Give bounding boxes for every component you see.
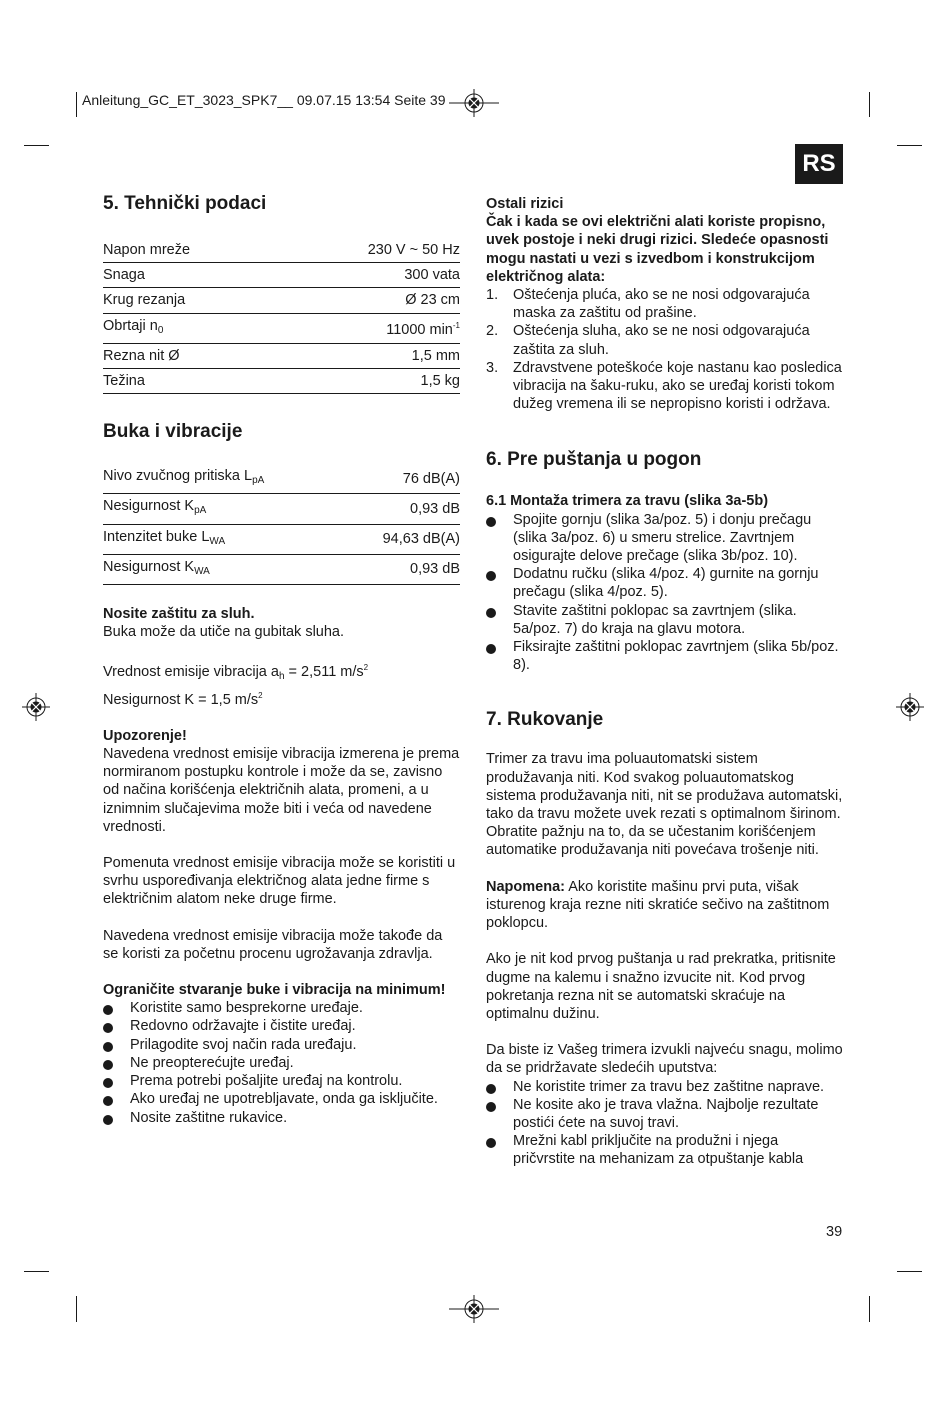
bullet-icon (486, 1138, 496, 1148)
print-header: Anleitung_GC_ET_3023_SPK7__ 09.07.15 13:54 Seite 39 (82, 92, 446, 108)
uncertainty-line: Nesigurnost K = 1,5 $m/s^2$ (103, 690, 263, 708)
crop-mark (24, 145, 49, 146)
warning-paragraph: Navedena vrednost emisije vibracija može takođe da se koristi za početnu procenu ugrožavanja zdravlja. (103, 927, 443, 962)
protection-heading: Nosite zaštitu za sluh. (103, 606, 255, 623)
bullet-icon (486, 608, 496, 618)
bullet-icon (486, 1102, 496, 1112)
spec-label: Rezna nit Ø (103, 343, 276, 368)
spec-value: 300 vata (276, 263, 460, 288)
registration-mark-icon (22, 693, 50, 721)
registration-mark-icon (896, 693, 924, 721)
operation-note: Napomena: Ako koristite mašinu prvi puta, višak isturenog kraja rezne niti skratiće sečivo na zaštitnom poklopcu. (486, 878, 830, 932)
limit-heading: Ograničite stvaranje buke i vibracija na minimum! (103, 982, 446, 999)
table-row (103, 288, 460, 313)
list-item: Stavite zaštitni poklopac sa zavrtnjem (slika. 5a/poz. 7) do kraja na glavu motora. (486, 602, 843, 638)
operation-paragraph: Ako je nit kod prvog puštanja u rad prekratka, pritisnite dugme na kalemu i snažno izvucite nit. Kod prvog pokretanja rezna nit se automatski skraćuje na optimalnu dužinu. (486, 951, 836, 1022)
spec-value: Ø 23 cm (276, 288, 460, 313)
list-item: 3. Zdravstvene poteškoće koje nastanu kao posledica vibracija na šaku-ruku, ako se uređaj koristi tokom dužeg vremena ili se nepropisno koristi i održava. (486, 359, 842, 413)
spec-value: 94,63 dB(A) (344, 524, 460, 554)
bullet-icon (103, 1023, 113, 1033)
table-row (103, 524, 460, 554)
right-column (486, 195, 843, 1169)
list-item: Ne kosite ako je trava vlažna. Najbolje rezultate postići ćete na suvoj travi. (486, 1096, 843, 1132)
spec-label: Napon mreže (103, 238, 276, 263)
spec-value: 1,5 mm (276, 343, 460, 368)
spec-value: 230 V ~ 50 Hz (276, 238, 460, 263)
list-item: Nosite zaštitne rukavice. (103, 1109, 460, 1127)
page-number: 39 (826, 1224, 843, 1240)
spec-label: Snaga (103, 263, 276, 288)
table-row (103, 494, 460, 524)
bullet-icon (103, 1005, 113, 1015)
spec-value: 76 dB(A) (344, 464, 460, 494)
list-item: Prilagodite svoj način rada uređaju. (103, 1036, 460, 1054)
table-row (103, 238, 460, 263)
crop-mark (869, 1296, 870, 1322)
assembly-heading: 6.1 Montaža trimera za travu (slika 3a-5b) (486, 493, 769, 510)
spec-label: Krug rezanja (103, 288, 276, 313)
technical-data-title: 5. Tehnički podaci (103, 193, 267, 214)
warning-paragraph: Pomenuta vrednost emisije vibracija može se koristiti u svrhu uspoređivanja električnog alata jedne firme s električnim alatom neke druge firme. (103, 855, 456, 908)
spec-label: Težina (103, 369, 276, 394)
table-row (103, 343, 460, 368)
warning-heading: Upozorenje! (103, 727, 187, 744)
bullet-icon (103, 1096, 113, 1106)
limit-list (103, 999, 460, 1126)
bullet-icon (103, 1060, 113, 1070)
spec-label: Nesigurnost $K_{pA}$ (103, 494, 344, 524)
crop-mark (897, 1271, 922, 1272)
list-item: Koristite samo besprekorne uređaje. (103, 999, 460, 1017)
crop-mark (897, 145, 922, 146)
spec-label: Nesigurnost $K_{WA}$ (103, 554, 344, 584)
spec-label: Intenzitet buke $L_{WA}$ (103, 524, 344, 554)
assembly-list (486, 511, 843, 675)
technical-data-table (103, 238, 460, 394)
operation-paragraph: Da biste iz Vašeg trimera izvukli najveću snagu, molimo da se pridržavate sledećih uputstva: (486, 1042, 843, 1077)
table-row (103, 263, 460, 288)
list-item: Redovno održavajte i čistite uređaj. (103, 1017, 460, 1035)
list-item: Fiksirajte zaštitni poklopac zavrtnjem (slika 5b/poz. 8). (486, 638, 843, 674)
operation-paragraph: Trimer za travu ima poluautomatski sistem produžavanja niti. Kod svakog poluautomatskog sistema produžavanja niti, nit se produžava automatski, tako da travu možete uvek rezati s optimalnom širinom. Obratite pažnju na to, da se učestanim korišćenjem automatike produžavanja niti povećava trošenje niti. (486, 751, 843, 859)
table-row (103, 369, 460, 394)
list-item: Ne koristite trimer za travu bez zaštitne naprave. (486, 1078, 843, 1096)
registration-mark-icon (449, 1295, 499, 1323)
spec-value: 1,5 kg (276, 369, 460, 394)
bullet-icon (486, 517, 496, 527)
warning-paragraph: Navedena vrednost emisije vibracija izmerena je prema normiranom postupku kontrole i može da se, zavisno od načina korišćenja električnih alata, promeni, a u iznimnim slučajevima može biti i veća od navedene vrednosti. (103, 746, 460, 835)
crop-mark (76, 1296, 77, 1322)
language-badge: RS (795, 144, 843, 184)
bullet-icon (103, 1078, 113, 1088)
table-row (103, 313, 460, 343)
noise-table (103, 464, 460, 585)
noise-vibration-title: Buka i vibracije (103, 421, 243, 443)
spec-label: Obrtaji $n_0$ (103, 313, 276, 343)
table-row (103, 464, 460, 494)
vibration-value-line: Vrednost emisije vibracija $a_h = 2,511$ $m/s^2$ (103, 663, 369, 683)
operation-title: 7. Rukovanje (486, 709, 604, 731)
risks-list (486, 286, 843, 413)
bullet-icon (103, 1042, 113, 1052)
bullet-icon (486, 1084, 496, 1094)
crop-mark (76, 92, 77, 117)
list-item: Prema potrebi pošaljite uređaj na kontrolu. (103, 1072, 460, 1090)
startup-title: 6. Pre puštanja u pogon (486, 449, 702, 471)
protection-text: Buka može da utiče na gubitak sluha. (103, 624, 345, 641)
crop-mark (869, 92, 870, 117)
spec-value: 0,93 dB (344, 554, 460, 584)
spec-value: 11000 $\min^{-1}$ (276, 313, 460, 343)
spec-value: 0,93 dB (344, 494, 460, 524)
list-item: Ako uređaj ne upotrebljavate, onda ga isključite. (103, 1090, 460, 1108)
list-item: Mrežni kabl priključite na produžni i njega pričvrstite na mehanizam za otpuštanje kabla (486, 1132, 843, 1168)
list-item: Ne preopterećujte uređaj. (103, 1054, 460, 1072)
list-item: 1. Oštećenja pluća, ako se ne nosi odgovarajuća maska za zaštitu od prašine. (486, 287, 810, 322)
left-column (103, 192, 460, 1127)
registration-mark-icon (449, 89, 499, 117)
bullet-icon (103, 1115, 113, 1125)
list-item: Dodatnu ručku (slika 4/poz. 4) gurnite na gornju prečagu (slika 4/poz. 5). (486, 565, 843, 601)
risks-heading: Ostali rizici (486, 196, 564, 212)
table-row (103, 554, 460, 584)
list-item: 2. Oštećenja sluha, ako se ne nosi odgovarajuća zaštita za sluh. (486, 323, 810, 358)
operation-list (486, 1078, 843, 1169)
risks-intro: Čak i kada se ovi električni alati koriste propisno, uvek postoje i neki drugi rizici. Sledeće opasnosti mogu nastati u vezi s izvedbom i konstrukcijom električnog alata: (486, 214, 829, 285)
crop-mark (24, 1271, 49, 1272)
spec-label: Nivo zvučnog pritiska $L_{pA}$ (103, 464, 344, 494)
list-item: Spojite gornju (slika 3a/poz. 5) i donju prečagu (slika 3a/poz. 6) u smeru strelice. Zavrtnjem osigurajte delove prečage (slika 3b/poz. 10). (486, 511, 843, 566)
bullet-icon (486, 571, 496, 581)
bullet-icon (486, 644, 496, 654)
